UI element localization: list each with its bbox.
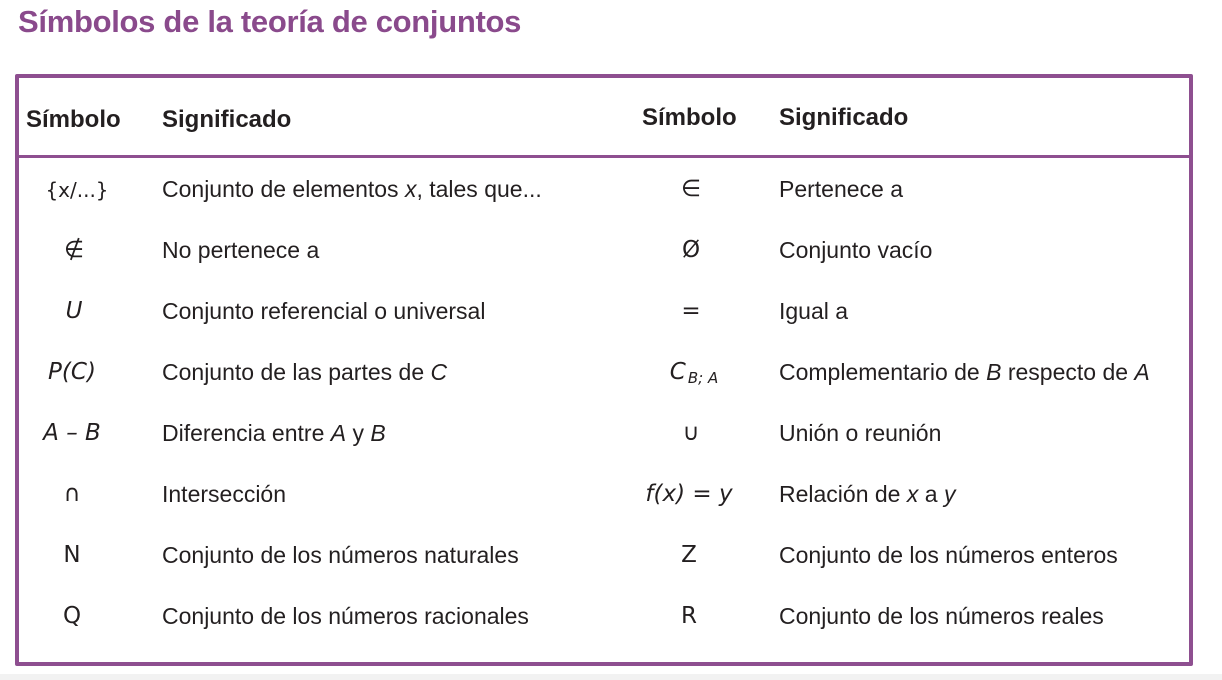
symbol-cell: ∪: [682, 420, 700, 446]
meaning-cell: Pertenece a: [779, 176, 904, 202]
page-title: Símbolos de la teoría de conjuntos: [18, 4, 522, 39]
meaning-cell: Conjunto de los números naturales: [162, 542, 519, 568]
meaning-cell: Conjunto de las partes de C: [162, 359, 448, 385]
header-symbol-right: Símbolo: [642, 104, 737, 131]
table-row: [19, 536, 1189, 576]
header-meaning-right: Significado: [779, 104, 909, 131]
table-row: [19, 475, 1189, 515]
symbol-cell: C $_{B; A}$: [669, 359, 719, 387]
table-row: [19, 231, 1189, 271]
symbol-cell: {x/...}: [45, 178, 109, 202]
table-row: [19, 292, 1189, 332]
symbol-cell: P(C): [48, 359, 96, 385]
meaning-cell: Complementario de B respecto de A: [779, 359, 1150, 385]
meaning-cell: No pertenece a: [162, 237, 320, 263]
meaning-cell: Conjunto de los números enteros: [779, 542, 1118, 568]
meaning-cell: Igual a: [779, 298, 849, 324]
table-header: [19, 78, 1189, 158]
meaning-cell: Conjunto referencial o universal: [162, 298, 486, 324]
symbol-cell: ∈: [680, 176, 702, 202]
symbol-cell: R: [681, 603, 697, 629]
meaning-cell: Unión o reunión: [779, 420, 942, 446]
symbols-table: [15, 74, 1193, 666]
meaning-cell: Conjunto de los números reales: [779, 603, 1104, 629]
meaning-cell: Conjunto de los números racionales: [162, 603, 529, 629]
symbol-cell: U: [65, 298, 83, 324]
header-meaning-left: Significado: [162, 106, 292, 133]
symbol-cell: Z: [681, 542, 697, 568]
table-row: [19, 597, 1189, 637]
meaning-cell: Conjunto de elementos x, tales que...: [162, 176, 542, 202]
symbol-cell: f(x) = y: [645, 481, 733, 507]
symbol-cell: =: [681, 298, 701, 324]
symbol-cell: ∩: [63, 481, 81, 507]
meaning-cell: Diferencia entre A y B: [162, 420, 386, 446]
symbol-cell: Q: [62, 603, 82, 629]
table-row: [19, 353, 1189, 393]
symbol-cell: Ø: [681, 237, 701, 263]
header-symbol-left: Símbolo: [26, 106, 121, 133]
table-row: [19, 170, 1189, 210]
meaning-cell: Conjunto vacío: [779, 237, 933, 263]
meaning-cell: Intersección: [162, 481, 287, 507]
symbol-cell: ∉: [63, 237, 85, 263]
table-row: [19, 414, 1189, 454]
symbol-cell: N: [63, 542, 81, 568]
meaning-cell: Relación de x a y: [779, 481, 956, 507]
symbol-cell: A – B: [43, 420, 101, 446]
page-bottom-edge: [0, 674, 1222, 680]
